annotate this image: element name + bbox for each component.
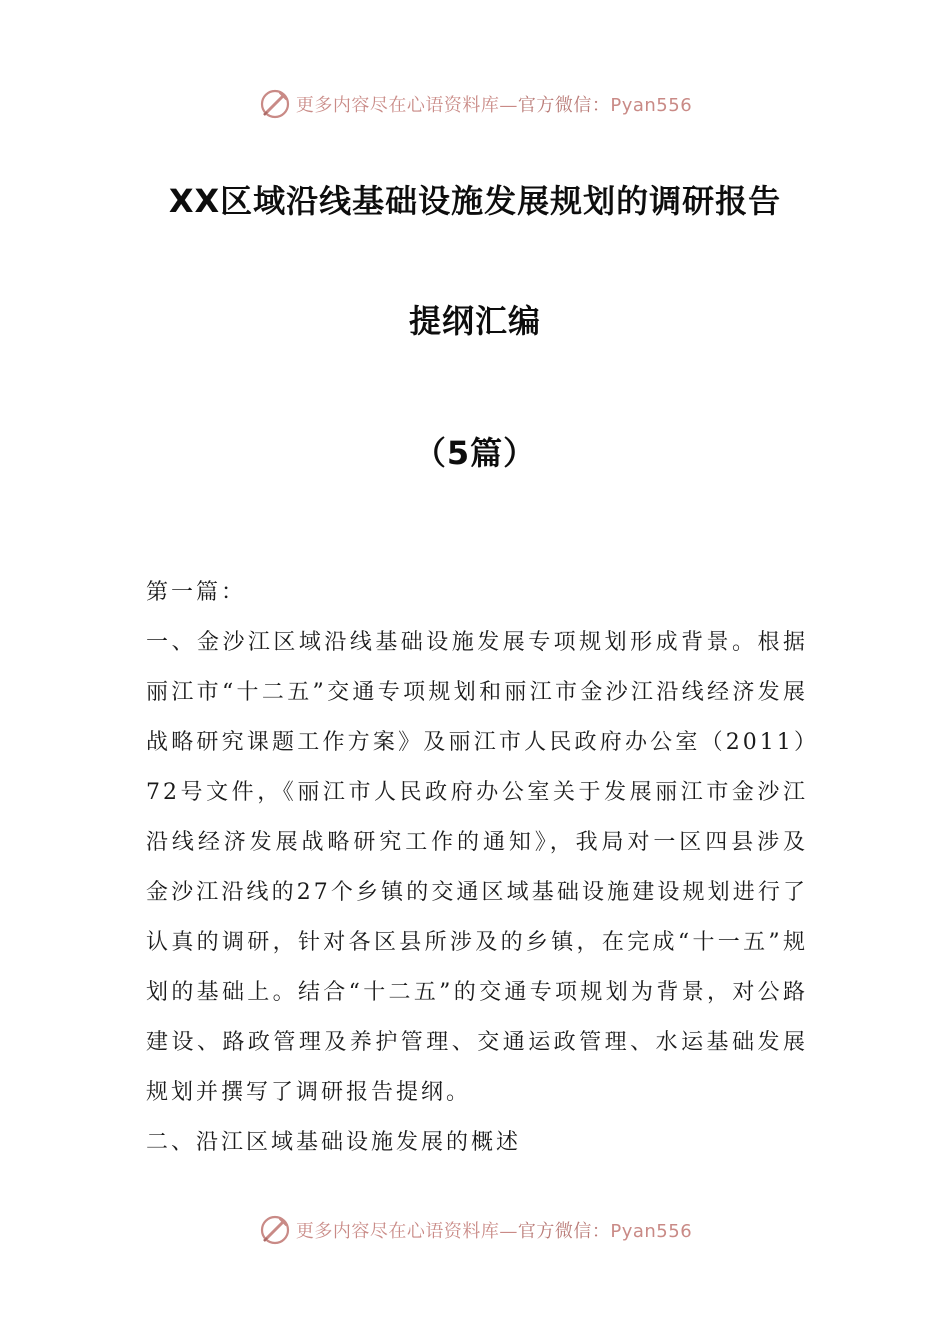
watermark-wechat-id: Pyan556 (610, 1221, 693, 1242)
document-body (146, 568, 808, 1168)
document-subtitle: 提纲汇编 (408, 302, 541, 340)
pen-circle-icon (258, 87, 292, 121)
document-count: （5篇） (413, 434, 537, 472)
document-title: XX区域沿线基础设施发展规划的调研报告 (168, 182, 782, 220)
watermark-slogan: 更多内容尽在心语资料库— (295, 95, 518, 116)
paragraph-1: 一、金沙江区域沿线基础设施发展专项规划形成背景。根据丽江市“十二五”交通专项规划和丽江市金沙江沿线经济发展战略研究课题工作方案》及丽江市人民政府办公室（2011）72号文件，《丽江市人民政府办公室关于发展丽江市金沙江沿线经济发展战略研究工作的通知》，我局对一区四县涉及金沙江沿线的27个乡镇的交通区域基础设施建设规划进行了认真的调研，针对各区县所涉及的乡镇，在完成“十一五”规划的基础上。结合“十二五”的交通专项规划为背景，对公路建设、路政管理及养护管理、交通运政管理、水运基础发展规划并撰写了调研报告提纲。 (146, 630, 808, 1105)
watermark-text (296, 1217, 692, 1243)
header-watermark (0, 84, 950, 124)
watermark-wechat-id: Pyan556 (610, 95, 693, 116)
heading-2: 二、沿江区域基础设施发展的概述 (146, 1130, 522, 1155)
pen-circle-icon (258, 1213, 292, 1247)
watermark-wechat-label: 官方微信： (517, 1221, 611, 1242)
section-label: 第一篇： (146, 580, 247, 605)
watermark-wechat-label: 官方微信： (517, 95, 611, 116)
watermark-slogan: 更多内容尽在心语资料库— (295, 1221, 518, 1242)
watermark-text (296, 91, 692, 117)
footer-watermark (0, 1210, 950, 1250)
